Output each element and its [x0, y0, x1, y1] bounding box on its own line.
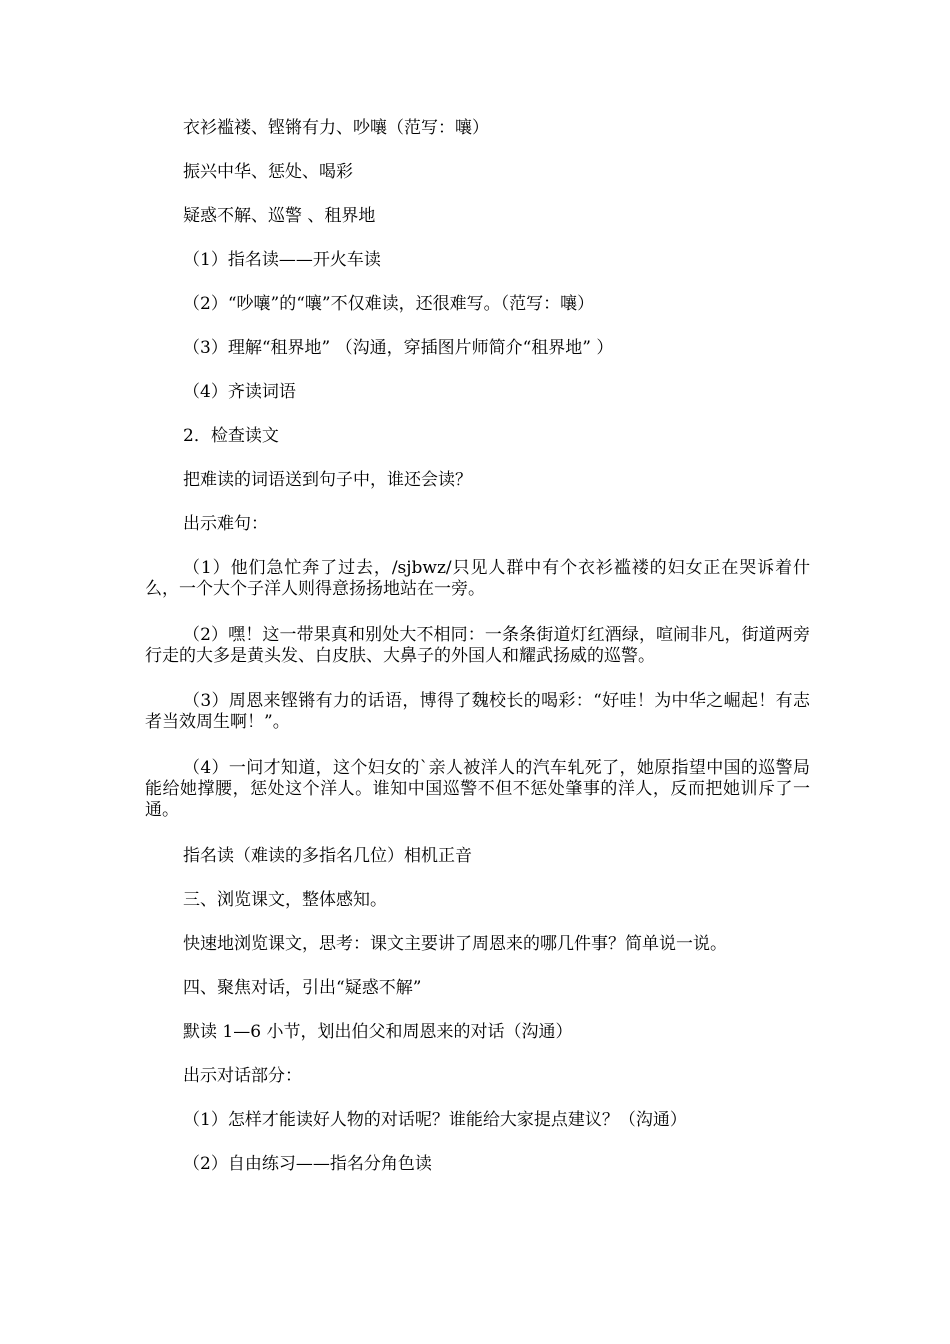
dialogue-step-2: （2）自由练习——指名分角色读 [183, 1154, 432, 1174]
prompt-sentences: 把难读的词语送到句子中，谁还会读？ [183, 470, 472, 490]
difficult-sentence-2: （2）嘿！这一带果真和别处大不相同：一条条街道灯红酒绿，喧闹非凡，街道两旁行走的大多是黄头发、白皮肤、大鼻子的外国人和耀武扬威的巡警。 [145, 625, 810, 666]
show-difficult-sentences: 出示难句： [183, 514, 268, 534]
section-browse-text: 三、浏览课文，整体感知。 [183, 890, 387, 910]
section-focus-dialogue: 四、聚焦对话，引出“疑惑不解” [183, 978, 422, 998]
section-check-reading: 2．检查读文 [183, 426, 279, 446]
read-and-correct: 指名读（难读的多指名几位）相机正音 [183, 846, 472, 866]
show-dialogue: 出示对话部分： [183, 1066, 302, 1086]
dialogue-step-1: （1）怎样才能读好人物的对话呢？谁能给大家提点建议？（沟通） [183, 1110, 687, 1130]
step-understand-zujiedi: （3）理解“租界地” （沟通，穿插图片师简介“租界地” ） [183, 338, 614, 358]
silent-reading-task: 默读 1—6 小节，划出伯父和周恩来的对话（沟通） [183, 1022, 573, 1042]
step-read-by-name: （1）指名读——开火车读 [183, 250, 381, 270]
browse-question: 快速地浏览课文，思考：课文主要讲了周恩来的哪几件事？简单说一说。 [183, 934, 727, 954]
difficult-sentence-4: （4）一问才知道，这个妇女的`亲人被洋人的汽车轧死了，她原指望中国的巡警局能给她撑腰，惩处这个洋人。谁知中国巡警不但不惩处肇事的洋人，反而把她训斥了一通。 [145, 758, 810, 820]
step-read-together: （4）齐读词语 [183, 382, 296, 402]
vocab-group-1: 衣衫褴褛、铿锵有力、吵嚷（范写：嚷） [183, 118, 489, 138]
vocab-group-3: 疑惑不解、巡警 、租界地 [183, 206, 376, 226]
vocab-group-2: 振兴中华、惩处、喝彩 [183, 162, 353, 182]
step-write-rang: （2）“吵嚷”的“嚷”不仅难读，还很难写。（范写：嚷） [183, 294, 595, 314]
difficult-sentence-1: （1）他们急忙奔了过去，/sjbwz/只见人群中有个衣衫褴褛的妇女正在哭诉着什么，一个大个子洋人则得意扬扬地站在一旁。 [145, 558, 810, 599]
difficult-sentence-3: （3）周恩来铿锵有力的话语，博得了魏校长的喝彩：“好哇！为中华之崛起！有志者当效周生啊！”。 [145, 691, 810, 732]
